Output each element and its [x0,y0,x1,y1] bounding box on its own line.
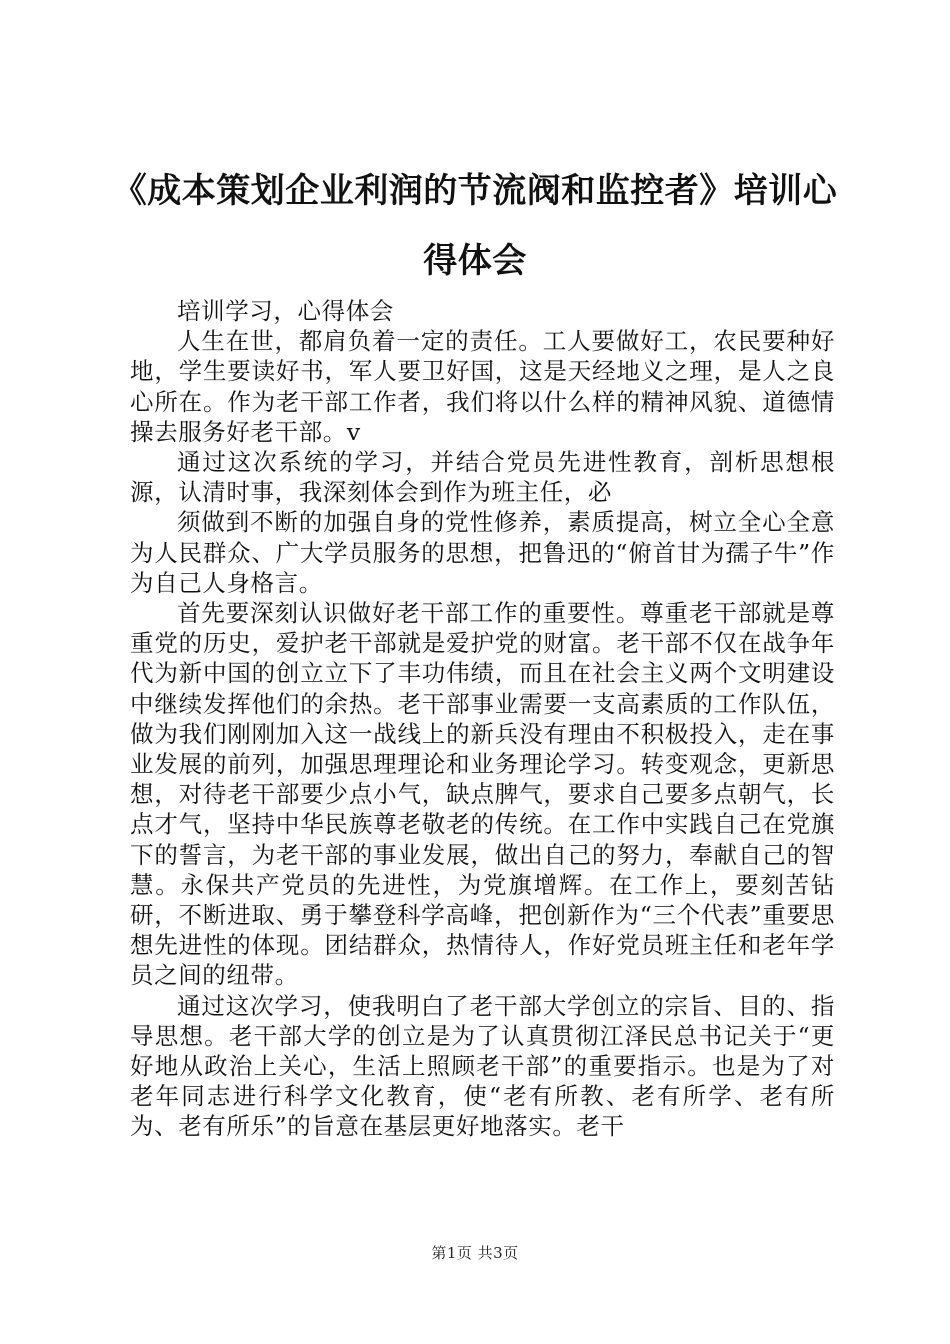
page-number-footer: 第1页 共3页 [431,1244,519,1262]
paragraph: 培训学习，心得体会 [177,297,394,325]
paragraph: 通过这次学习，使我明白了老干部大学创立的宗旨、目的、指导思想。老干部大学的创立是为了认真贯彻江泽民总书记关于“更好地从政治上关心，生活上照顾老干部”的重要指示。也是为了对老年同志进行科学文化教育，使“老有所教、老有所学、老有所为、老有所乐”的旨意在基层更好地落实。老干 [130,991,835,1141]
paragraph: 通过这次系统的学习，并结合党员先进性教育，剖析思想根源，认清时事，我深刻体会到作为班主任，必 [130,448,835,507]
document-body [130,296,835,1142]
paragraph: 人生在世，都肩负着一定的责任。工人要做好工，农民要种好地，学生要读好书，军人要卫好国，这是天经地义之理，是人之良心所在。作为老干部工作者，我们将以什么样的精神风貌、道德情操去服务好老干部。v [130,327,835,446]
paragraph: 首先要深刻认识做好老干部工作的重要性。尊重老干部就是尊重党的历史，爱护老干部就是爱护党的财富。老干部不仅在战争年代为新中国的创立立下了丰功伟绩，而且在社会主义两个文明建设中继续发挥他们的余热。老干部事业需要一支高素质的工作队伍，做为我们刚刚加入这一战线上的新兵没有理由不积极投入，走在事业发展的前列，加强思理理论和业务理论学习。转变观念，更新思想，对待老干部要少点小气，缺点脾气，要求自己要多点朝气，长点才气，坚持中华民族尊老敬老的传统。在工作中实践自己在党旗下的誓言，为老干部的事业发展，做出自己的努力，奉献自己的智慧。永保共产党员的先进性，为党旗增辉。在工作上，要刻苦钻研，不断进取、勇于攀登科学高峰，把创新作为“三个代表”重要思想先进性的体现。团结群众，热情待人，作好党员班主任和老年学员之间的纽带。 [130,599,835,990]
document-title: 《成本策划企业利润的节流阀和监控者》培训心得体会 [112,171,838,281]
paragraph: 须做到不断的加强自身的党性修养，素质提高，树立全心全意为人民群众、广大学员服务的思想，把鲁迅的“俯首甘为孺子牛”作为自己人身格言。 [130,508,835,597]
